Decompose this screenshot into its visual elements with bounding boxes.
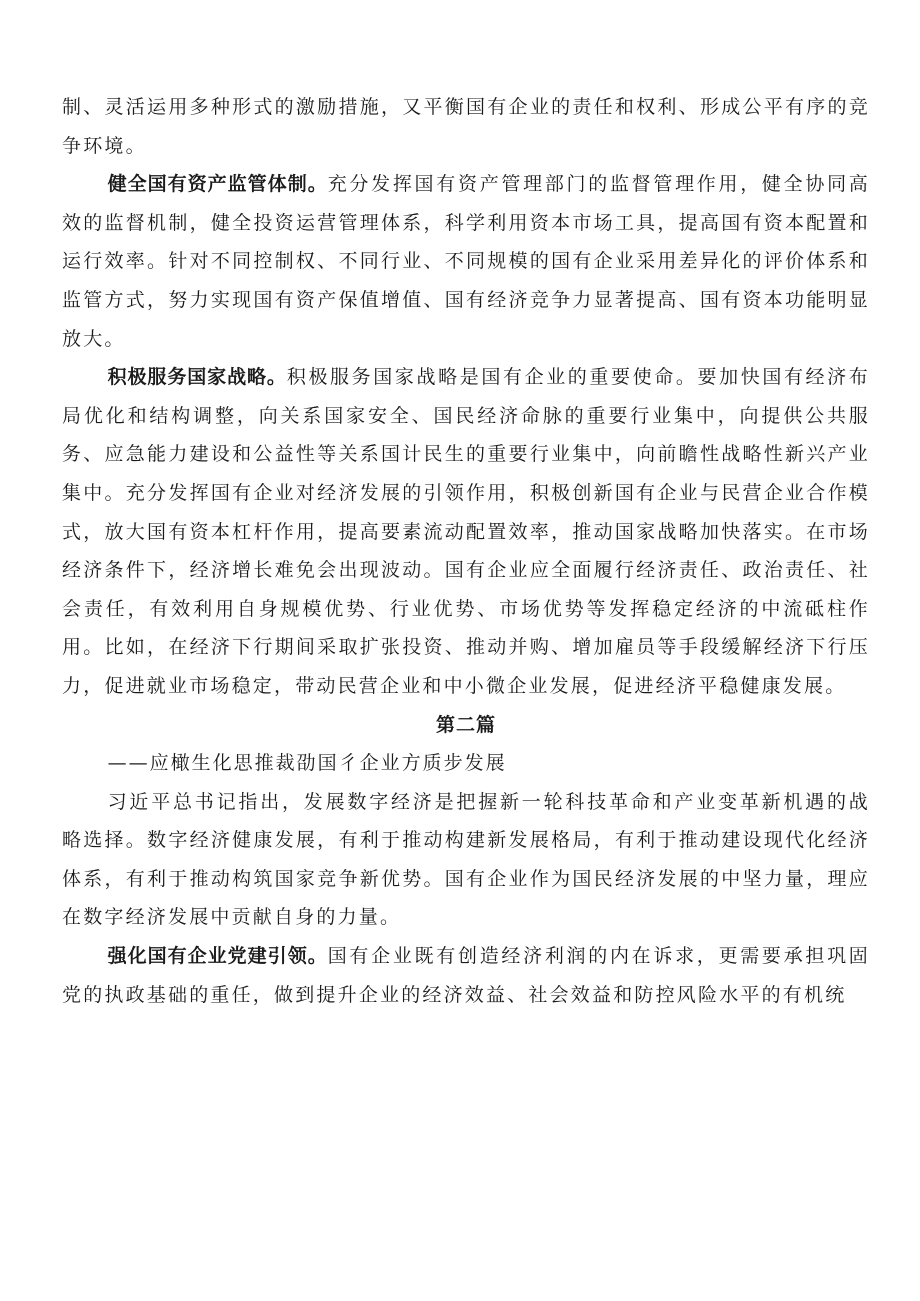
paragraph-digital-economy — [62, 783, 870, 937]
paragraph-text: 国有企业既有创造经济利润的内在诉求，更需要承担巩固党的执政基础的重任，做到提升企业的经济效益、社会效益和防控风险水平的有机统 — [62, 945, 870, 1006]
paragraph-asset-supervision — [62, 165, 870, 358]
paragraph-party-building — [62, 937, 870, 1014]
paragraph-competition-environment — [62, 88, 870, 165]
paragraph-text: 充分发挥国有资产管理部门的监督管理作用，健全协同高效的监督机制，健全投资运营管理体系，科学利用资本市场工具，提高国有资本配置和运行效率。针对不同控制权、不同行业、不同规模的国有企业采用差异化的评价体系和监管方式，努力实现国有资产保值增值、国有经济竞争力显著提高、国有资本功能明显放大。 — [62, 173, 870, 350]
paragraph-heading: 积极服务国家战略。 — [107, 366, 287, 389]
paragraph-heading: 强化国有企业党建引领。 — [107, 945, 328, 968]
paragraph-text: 积极服务国家战略是国有企业的重要使命。要加快国有经济布局优化和结构调整，向关系国家安全、国民经济命脉的重要行业集中，向提供公共服务、应急能力建设和公益性等关系国计民生的重要行业集中，向前瞻性战略性新兴产业集中。充分发挥国有企业对经济发展的引领作用，积极创新国有企业与民营企业合作模式，放大国有资本杠杆作用，提高要素流动配置效率，推动国家战略加快落实。在市场经济条件下，经济增长难免会出现波动。国有企业应全面履行经济责任、政治责任、社会责任，有效利用自身规模优势、行业优势、市场优势等发挥稳定经济的中流砥柱作用。比如，在经济下行期间采取扩张投资、推动并购、增加雇员等手段缓解经济下行压力，促进就业市场稳定，带动民营企业和中小微企业发展，促进经济平稳健康发展。 — [62, 366, 870, 697]
section-subtitle: ——应橄生化思推裁劭国彳企业方质步发展 — [107, 752, 507, 775]
paragraph-heading: 健全国有资产监管体制。 — [107, 173, 328, 196]
paragraph-text: 制、灵活运用多种形式的激励措施，又平衡国有企业的责任和权利、形成公平有序的竞争环境。 — [62, 96, 870, 157]
paragraph-national-strategy — [62, 358, 870, 705]
paragraph-text: 习近平总书记指出，发展数字经济是把握新一轮科技革命和产业变革新机遇的战略选择。数字经济健康发展，有利于推动构建新发展格局，有利于推动建设现代化经济体系，有利于推动构筑国家竞争新优势。国有企业作为国民经济发展的中坚力量，理应在数字经济发展中贡献自身的力量。 — [62, 790, 870, 929]
document-page — [62, 88, 870, 1014]
section-title: 第二篇 — [435, 713, 496, 736]
